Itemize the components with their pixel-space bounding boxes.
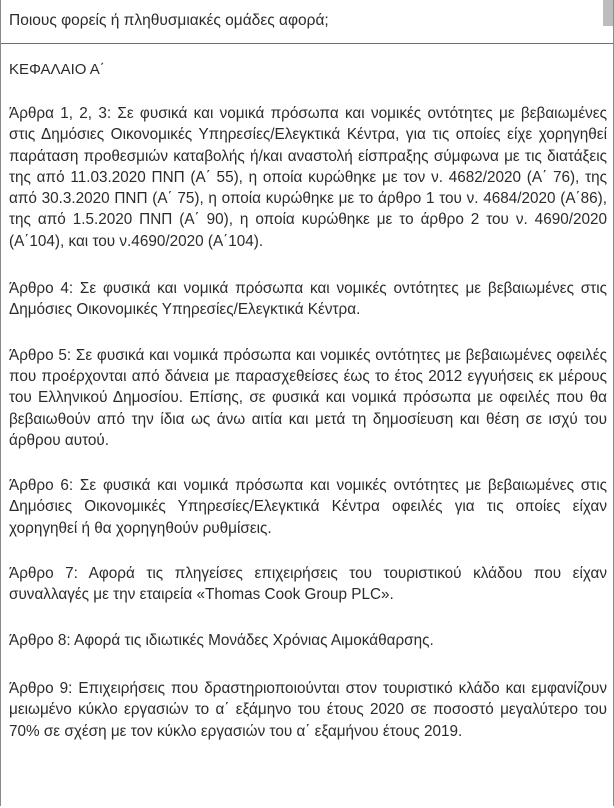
question-row xyxy=(1,0,613,44)
article-5: Άρθρο 5: Σε φυσικά και νομικά πρόσωπα και νομικές οντότητες με βεβαιωμένες οφειλές που προέρχονται από δάνεια με παρασχεθείσες έως το έτος 2012 εγγυήσεις εκ μέρους του Ελληνικού Δημοσίου. Επίσης, σε φυσικά και νομικά πρόσωπα με οφειλές που θα βεβαιωθούν από την ίδια ως άνω αιτία και μετά τη δημοσίευση και θέση σε ισχύ του άρθρου αυτού. xyxy=(9,346,607,449)
article-1-3: Άρθρα 1, 2, 3: Σε φυσικά και νομικά πρόσωπα και νομικές οντότητες με βεβαιωμένες στις Δημόσιες Οικονομικές Υπηρεσίες/Ελεγκτικά Κέντρα, για τις οποίες είχε χορηγηθεί παράταση προθεσμιών καταβολής ή/και αναστολή είσπραξης σύμφωνα με τις διατάξεις της από 11.03.2020 ΠΝΠ (Α΄ 55), η οποία κυρώθηκε με τον ν. 4682/2020 (Α΄ 76), της από 30.3.2020 ΠΝΠ (Α΄ 75), η οποία κυρώθηκε με το άρθρο 1 του ν. 4684/2020 (Α΄86), της από 1.5.2020 ΠΝΠ (Α΄ 90), η οποία κυρώθηκε με το άρθρο 2 του ν. 4690/2020 (Α΄104), και του ν.4690/2020 (Α΄104). xyxy=(9,105,607,250)
article-6: Άρθρο 6: Σε φυσικά και νομικά πρόσωπα και νομικές οντότητες με βεβαιωμένες στις Δημόσιες Οικονομικές Υπηρεσίες/Ελεγκτικά Κέντρα οφειλές για τις οποίες είχαν χορηγηθεί ή θα χορηγηθούν ρυθμίσεις. xyxy=(9,477,607,537)
article-7: Άρθρο 7: Αφορά τις πληγείσες επιχειρήσεις του τουριστικού κλάδου που είχαν συναλλαγές με την εταιρεία «Thomas Cook Group PLC». xyxy=(9,565,607,604)
edge-mark xyxy=(603,0,613,26)
question-text: Ποιους φορείς ή πληθυσμιακές ομάδες αφορά; xyxy=(9,12,329,29)
article-8: Άρθρο 8: Αφορά τις ιδιωτικές Μονάδες Χρόνιας Αιμοκάθαρσης. xyxy=(9,631,434,649)
article-4: Άρθρο 4: Σε φυσικά και νομικά πρόσωπα και νομικές οντότητες με βεβαιωμένες στις Δημόσιες Οικονομικές Υπηρεσίες/Ελεγκτικά Κέντρα. xyxy=(9,280,607,319)
chapter-heading: ΚΕΦΑΛΑΙΟ Α΄ xyxy=(9,61,105,78)
article-9: Άρθρο 9: Επιχειρήσεις που δραστηριοποιούνται στον τουριστικό κλάδο και εμφανίζουν μειωμένο κύκλο εργασιών το α΄ εξάμηνο του έτους 2020 σε ποσοστό μεγαλύτερο του 70% σε σχέση με τον κύκλο εργασιών του α΄ εξαμήνου έτους 2019. xyxy=(9,679,607,740)
answer-content xyxy=(9,60,607,766)
